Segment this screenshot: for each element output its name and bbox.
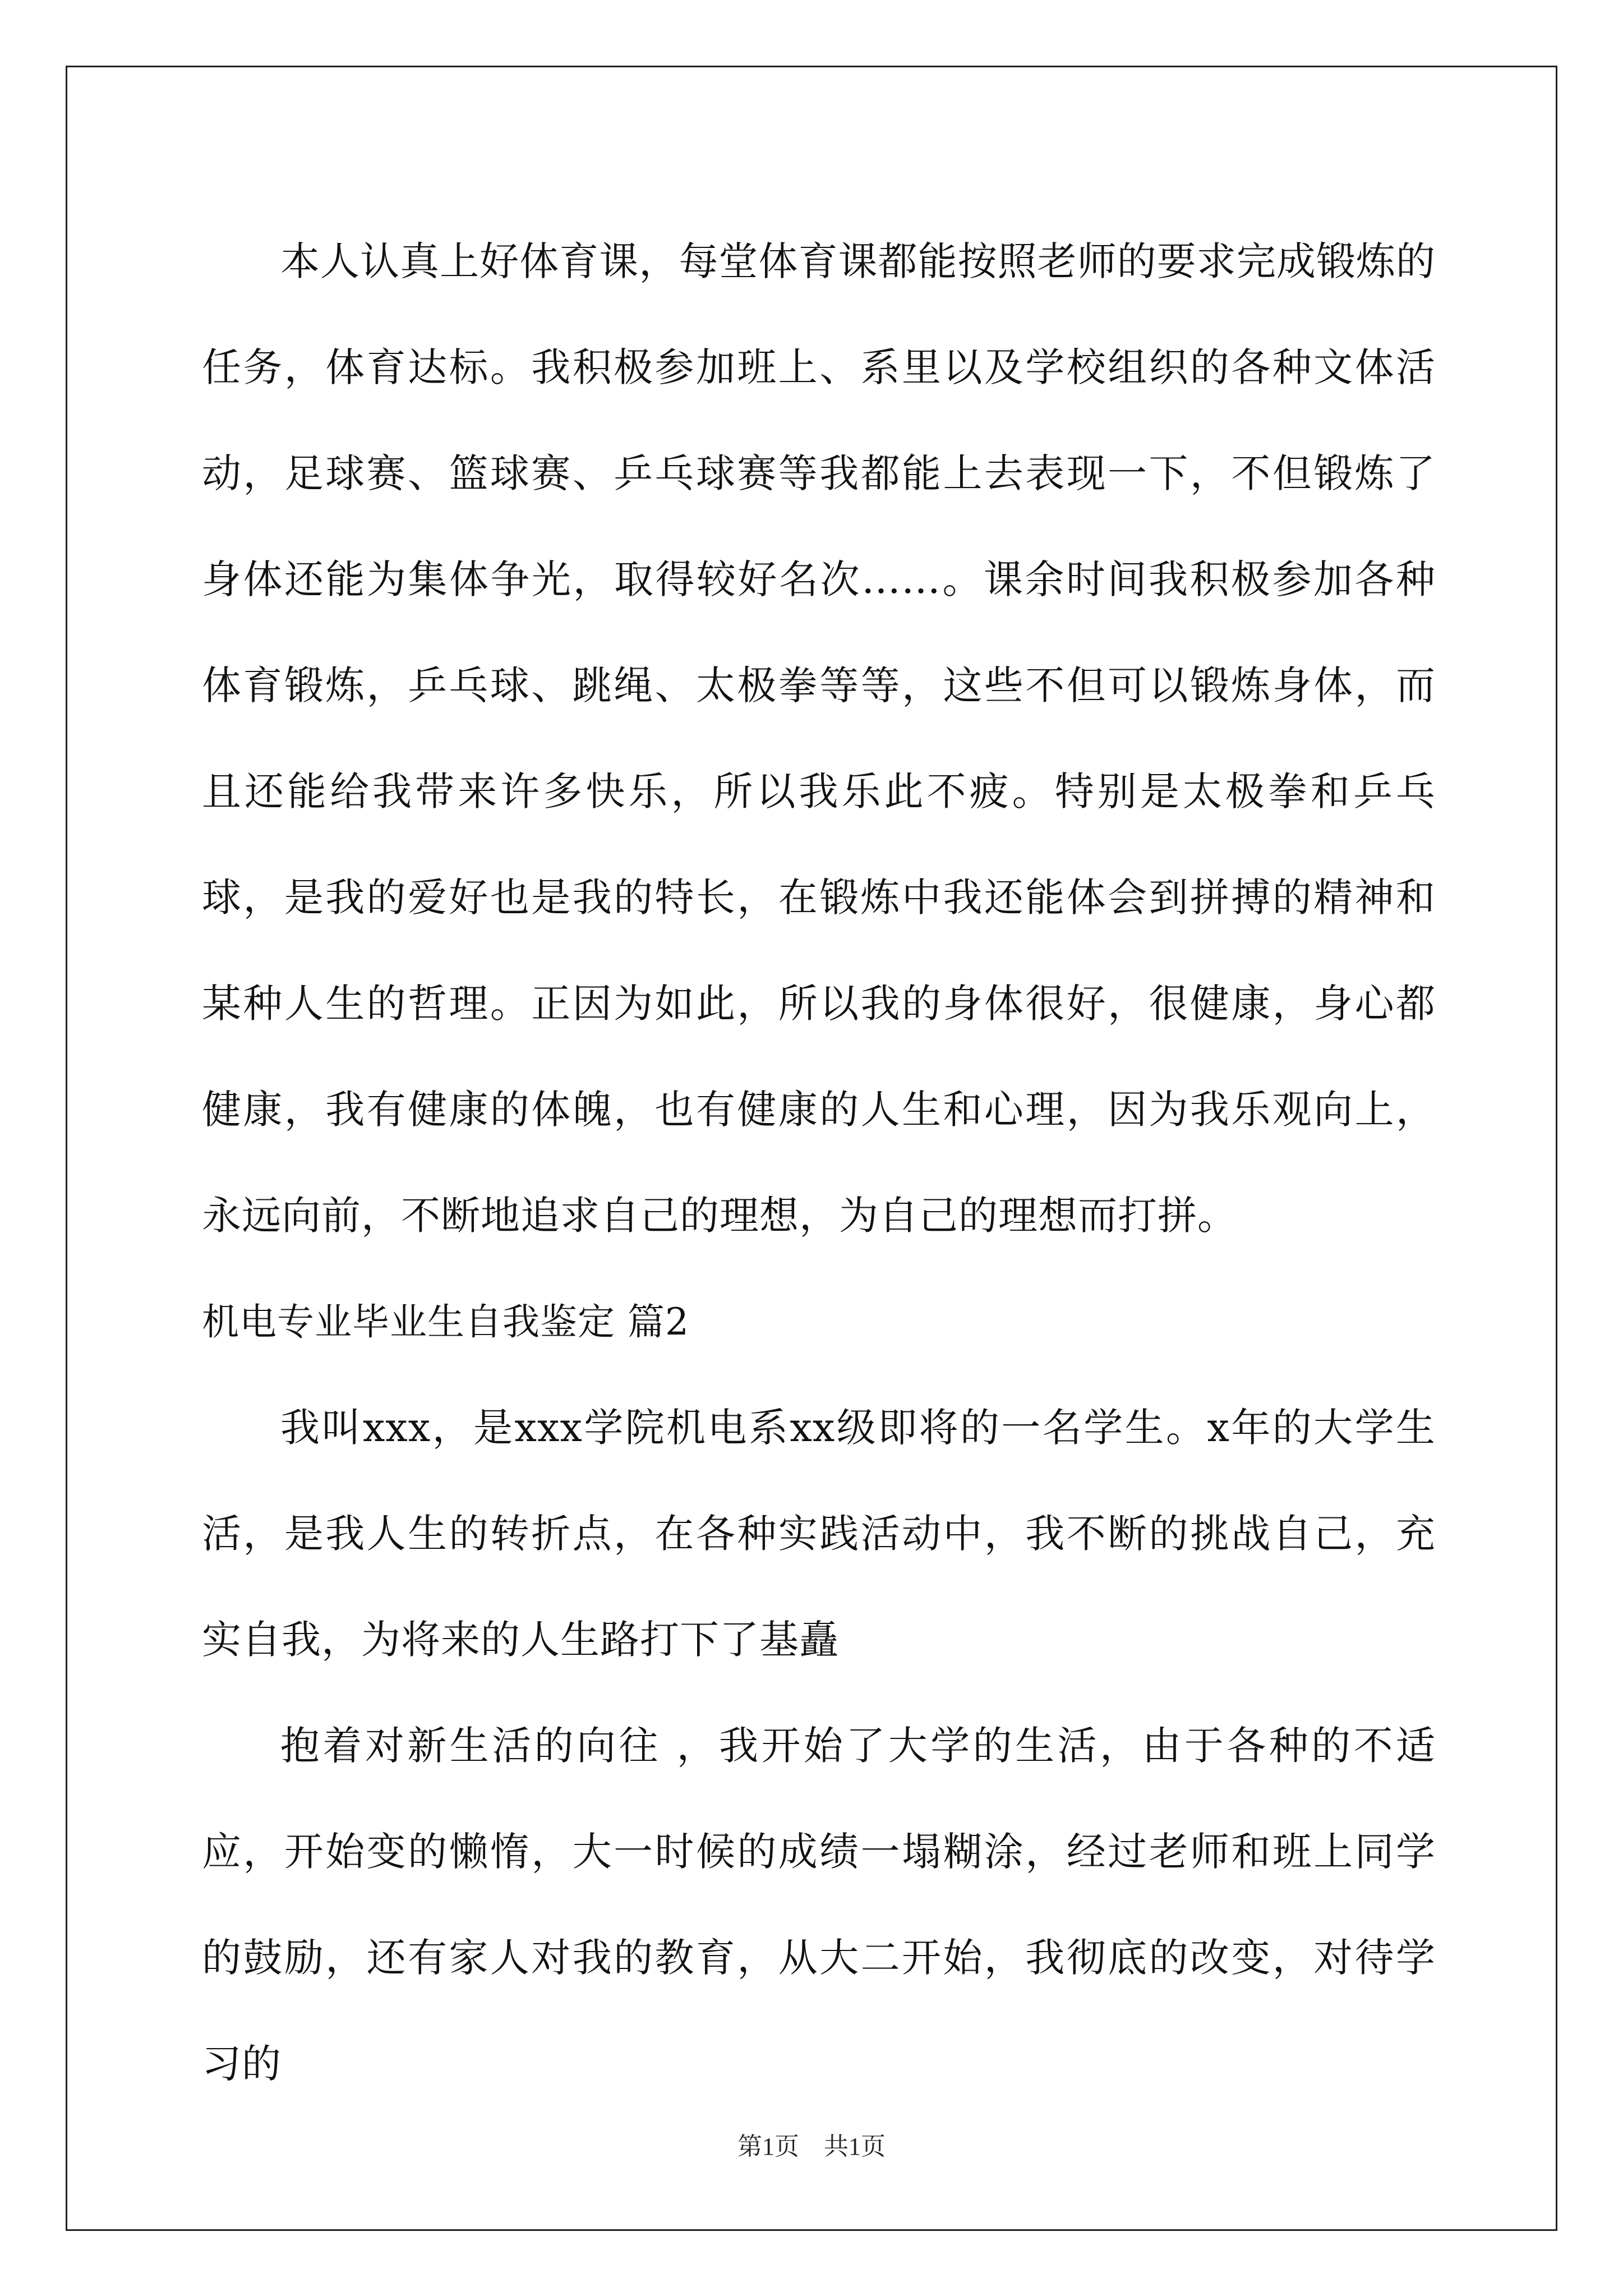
paragraph-sports: 本人认真上好体育课，每堂体育课都能按照老师的要求完成锻炼的任务，体育达标。我积极参加班上、系里以及学校组织的各种文体活动，足球赛、篮球赛、乒乓球赛等我都能上去表现一下，不但锻炼了身体还能为集体争光，取得较好名次……。课余时间我积极参加各种体育锻炼，乒乓球、跳绳、太极拳等等，这些不但可以锻炼身体，而且还能给我带来许多快乐，所以我乐此不疲。特别是太极拳和乒乓球，是我的爱好也是我的特长，在锻炼中我还能体会到拼搏的精神和某种人生的哲理。正因为如此，所以我的身体很好，很健康，身心都健康，我有健康的体魄，也有健康的人生和心理，因为我乐观向上，永远向前，不断地追求自己的理想，为自己的理想而打拼。: [202, 238, 1436, 1239]
document-body: [202, 209, 1436, 2117]
paragraph-introduction: 我叫xxx，是xxx学院机电系xx级即将的一名学生。x年的大学生活，是我人生的转折点，在各种实践活动中，我不断的挑战自己，充实自我，为将来的人生路打下了基矗: [202, 1405, 1436, 1663]
section-title: 机电专业毕业生自我鉴定 篇2: [202, 1300, 689, 1343]
paragraph-university-life: 抱着对新生活的向往 ，我开始了大学的生活，由于各种的不适应，开始变的懒惰，大一时候的成绩一塌糊涂，经过老师和班上同学的鼓励，还有家人对我的教育，从大二开始，我彻底的改变，对待学习的: [202, 1723, 1436, 2087]
page-footer: 第1页 共1页: [737, 2133, 886, 2160]
